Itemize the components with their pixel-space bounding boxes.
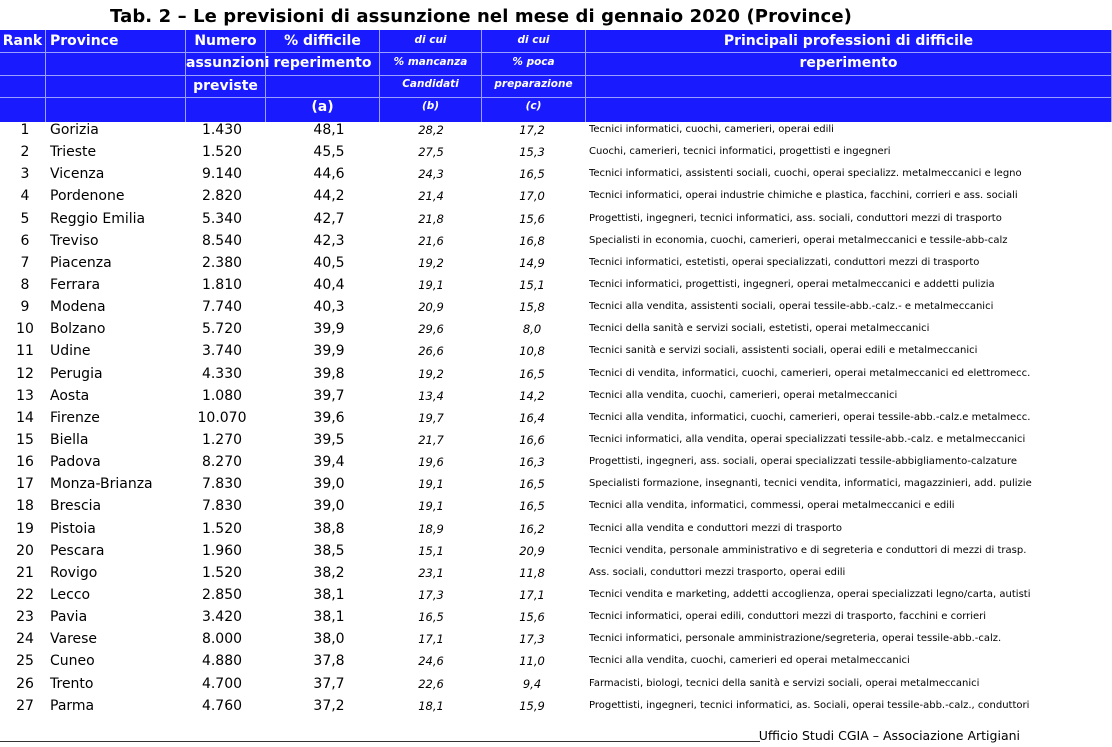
professioni-cell: Ass. sociali, conduttori mezzi trasporto, operai edili [589, 566, 846, 578]
mancanza-cell: 15,1 [418, 543, 444, 558]
header-professioni-line2: reperimento [799, 55, 898, 71]
rank-cell: 20 [16, 542, 34, 559]
preparazione-cell: 16,5 [519, 477, 545, 492]
rank-cell: 21 [16, 564, 34, 581]
assunzioni-cell: 1.430 [201, 122, 243, 138]
province-cell: Vicenza [50, 166, 105, 183]
preparazione-cell: 14,9 [519, 255, 545, 270]
difficile-cell: 44,2 [313, 188, 345, 205]
assunzioni-cell: 1.520 [201, 520, 243, 537]
preparazione-cell: 15,6 [519, 211, 545, 226]
rank-cell: 12 [16, 365, 34, 382]
preparazione-cell: 16,3 [519, 455, 545, 470]
header-preparazione-line2: % poca [512, 56, 555, 68]
preparazione-cell: 20,9 [519, 543, 545, 558]
table-row [0, 318, 1112, 340]
rank-cell: 9 [20, 299, 30, 316]
mancanza-cell: 19,6 [418, 455, 444, 470]
province-cell: Piacenza [50, 254, 112, 271]
rank-cell: 14 [16, 409, 34, 426]
preparazione-cell: 16,6 [519, 432, 545, 447]
preparazione-cell: 16,4 [519, 410, 545, 425]
difficile-cell: 39,9 [313, 343, 345, 360]
professioni-cell: Tecnici di vendita, informatici, cuochi, camerieri, operai metalmeccanici ed elettromecc. [589, 367, 1031, 379]
professioni-cell: Tecnici della sanità e servizi sociali, estetisti, operai metalmeccanici [589, 323, 930, 335]
professioni-cell: Tecnici informatici, operai edili, conduttori mezzi di trasporto, facchini e corrieri [589, 611, 987, 623]
header-divider [0, 97, 1112, 98]
assunzioni-cell: 3.740 [201, 343, 243, 360]
preparazione-cell: 10,8 [519, 344, 545, 359]
table-row [0, 208, 1112, 230]
table-row [0, 163, 1112, 185]
mancanza-cell: 28,2 [418, 123, 444, 137]
table-row [0, 540, 1112, 562]
assunzioni-cell: 7.830 [201, 498, 243, 515]
header-mancanza-line4: (b) [421, 100, 440, 112]
difficile-cell: 48,1 [313, 122, 345, 138]
preparazione-cell: 14,2 [519, 388, 545, 403]
mancanza-cell: 16,5 [418, 610, 444, 625]
province-cell: Cuneo [50, 653, 95, 670]
difficile-cell: 39,4 [313, 454, 345, 471]
assunzioni-cell: 10.070 [197, 409, 247, 426]
professioni-cell: Progettisti, ingegneri, tecnici informatici, ass. sociali, conduttori mezzi di trasporto [589, 212, 1002, 224]
rank-cell: 2 [20, 144, 30, 161]
assunzioni-cell: 5.340 [201, 210, 243, 227]
header-difficile [266, 30, 380, 122]
rank-cell: 1 [20, 122, 30, 138]
mancanza-cell: 24,3 [418, 167, 444, 182]
difficile-cell: 39,6 [313, 409, 345, 426]
difficile-cell: 39,7 [313, 387, 345, 404]
professioni-cell: Tecnici alla vendita, informatici, commessi, operai metalmeccanici e edili [589, 500, 955, 512]
table-row [0, 606, 1112, 628]
header-preparazione-line1: di cui [517, 34, 550, 46]
table-title [0, 6, 1112, 28]
mancanza-cell: 18,1 [418, 698, 444, 713]
table-row [0, 495, 1112, 517]
province-cell: Rovigo [50, 564, 98, 581]
assunzioni-cell: 1.810 [201, 276, 243, 293]
rank-cell: 23 [16, 609, 34, 626]
assunzioni-cell: 4.700 [201, 675, 243, 692]
professioni-cell: Tecnici informatici, progettisti, ingegneri, operai metalmeccanici e addetti pulizia [589, 278, 995, 290]
table-header [0, 30, 1112, 122]
mancanza-cell: 23,1 [418, 565, 444, 580]
table-row [0, 230, 1112, 252]
mancanza-cell: 19,2 [418, 366, 444, 381]
header-divider [0, 52, 1112, 53]
preparazione-cell: 15,6 [519, 610, 545, 625]
province-cell: Varese [50, 631, 98, 648]
professioni-cell: Tecnici alla vendita, cuochi, camerieri, operai metalmeccanici [589, 389, 898, 401]
mancanza-cell: 17,3 [418, 587, 444, 602]
province-cell: Biella [50, 431, 89, 448]
table-row [0, 650, 1112, 672]
professioni-cell: Tecnici informatici, operai industrie chimiche e plastica, facchini, corrieri e ass. sociali [589, 190, 1018, 202]
rank-cell: 16 [16, 454, 34, 471]
rank-cell: 7 [20, 254, 30, 271]
province-cell: Lecco [50, 586, 91, 603]
mancanza-cell: 27,5 [418, 145, 444, 160]
professioni-cell: Farmacisti, biologi, tecnici della sanità e servizi sociali, operai metalmeccanici [589, 677, 980, 689]
mancanza-cell: 20,9 [418, 300, 444, 315]
rank-cell: 25 [16, 653, 34, 670]
rank-cell: 13 [16, 387, 34, 404]
difficile-cell: 38,1 [313, 609, 345, 626]
rank-cell: 10 [16, 321, 34, 338]
mancanza-cell: 22,6 [418, 676, 444, 691]
difficile-cell: 38,1 [313, 586, 345, 603]
mancanza-cell: 19,1 [418, 499, 444, 514]
rank-cell: 6 [20, 232, 30, 249]
table-row [0, 473, 1112, 495]
rank-cell: 4 [20, 188, 30, 205]
rank-cell: 5 [20, 210, 30, 227]
professioni-cell: Cuochi, camerieri, tecnici informatici, progettisti e ingegneri [589, 146, 891, 158]
table-row [0, 584, 1112, 606]
table-row [0, 296, 1112, 318]
preparazione-cell: 17,2 [519, 123, 545, 137]
difficile-cell: 37,2 [313, 697, 345, 714]
professioni-cell: Tecnici vendita, personale amministrativo e di segreteria e conduttori di mezzi di trasp. [589, 544, 1027, 556]
professioni-cell: Progettisti, ingegneri, tecnici informatici, as. Sociali, operai tessile-abb.-calz., conduttori [589, 699, 1030, 711]
assunzioni-cell: 5.720 [201, 321, 243, 338]
mancanza-cell: 29,6 [418, 322, 444, 337]
assunzioni-cell: 8.540 [201, 232, 243, 249]
difficile-cell: 38,2 [313, 564, 345, 581]
professioni-cell: Progettisti, ingegneri, ass. sociali, operai specializzati tessile-abbigliamento-calzature [589, 456, 1018, 468]
province-cell: Pavia [50, 609, 88, 626]
header-province-label: Province [50, 33, 119, 49]
preparazione-cell: 11,0 [519, 654, 545, 669]
mancanza-cell: 21,8 [418, 211, 444, 226]
mancanza-cell: 21,6 [418, 233, 444, 248]
professioni-cell: Tecnici informatici, estetisti, operai specializzati, conduttori mezzi di trasporto [589, 256, 980, 268]
province-cell: Gorizia [50, 122, 99, 138]
rank-cell: 11 [16, 343, 34, 360]
header-mancanza-line3: Candidati [402, 78, 459, 90]
difficile-cell: 39,9 [313, 321, 345, 338]
difficile-cell: 39,8 [313, 365, 345, 382]
assunzioni-cell: 4.330 [201, 365, 243, 382]
assunzioni-cell: 3.420 [201, 609, 243, 626]
difficile-cell: 39,5 [313, 431, 345, 448]
province-cell: Ferrara [50, 276, 101, 293]
table-title-text: Tab. 2 – Le previsioni di assunzione nel mese di gennaio 2020 (Province) [110, 6, 852, 27]
table-row [0, 274, 1112, 296]
footer-credit: Ufficio Studi CGIA – Associazione Artigiani [758, 728, 1020, 743]
header-difficile-line2: reperimento [273, 55, 372, 71]
assunzioni-cell: 2.850 [201, 586, 243, 603]
table-row [0, 407, 1112, 429]
preparazione-cell: 15,3 [519, 145, 545, 160]
assunzioni-cell: 1.520 [201, 144, 243, 161]
professioni-cell: Tecnici alla vendita, assistenti sociali, operai tessile-abb.-calz.- e metalmeccanici [589, 301, 994, 313]
province-cell: Pescara [50, 542, 105, 559]
preparazione-cell: 8,0 [522, 322, 542, 337]
professioni-cell: Tecnici alla vendita, cuochi, camerieri ed operai metalmeccanici [589, 655, 910, 667]
province-cell: Pordenone [50, 188, 125, 205]
header-mancanza-line2: % mancanza [393, 56, 468, 68]
professioni-cell: Tecnici alla vendita, informatici, cuochi, camerieri, operai tessile-abb.-calz.e metalmecc. [589, 411, 1031, 423]
professioni-cell: Tecnici informatici, cuochi, camerieri, operai edili [589, 124, 834, 135]
header-mancanza-line1: di cui [414, 34, 447, 46]
mancanza-cell: 13,4 [418, 388, 444, 403]
professioni-cell: Tecnici sanità e servizi sociali, assistenti sociali, operai edili e metalmeccanici [589, 345, 978, 357]
preparazione-cell: 16,2 [519, 521, 545, 536]
preparazione-cell: 11,8 [519, 565, 545, 580]
professioni-cell: Tecnici informatici, personale amministrazione/segreteria, operai tessile-abb.-calz. [589, 633, 1002, 645]
province-cell: Perugia [50, 365, 103, 382]
header-numero-line3: previste [193, 78, 258, 94]
province-cell: Monza-Brianza [50, 476, 153, 493]
province-cell: Aosta [50, 387, 90, 404]
table-row [0, 340, 1112, 362]
difficile-cell: 37,8 [313, 653, 345, 670]
difficile-cell: 40,3 [313, 299, 345, 316]
province-cell: Udine [50, 343, 91, 360]
rank-cell: 26 [16, 675, 34, 692]
province-cell: Firenze [50, 409, 100, 426]
assunzioni-cell: 1.270 [201, 431, 243, 448]
table-row [0, 562, 1112, 584]
mancanza-cell: 19,1 [418, 477, 444, 492]
preparazione-cell: 16,5 [519, 167, 545, 182]
professioni-cell: Specialisti formazione, insegnanti, tecnici vendita, informatici, magazzinieri, add. pulizie [589, 478, 1032, 490]
professioni-cell: Specialisti in economia, cuochi, camerieri, operai metalmeccanici e tessile-abb-calz [589, 234, 1008, 246]
header-numero-line2: assunzioni [186, 55, 270, 71]
professioni-cell: Tecnici vendita e marketing, addetti accoglienza, operai specializzati legno/carta, autisti [589, 588, 1031, 600]
header-professioni-line1: Principali professioni di difficile [723, 33, 974, 49]
difficile-cell: 44,6 [313, 166, 345, 183]
rank-cell: 17 [16, 476, 34, 493]
mancanza-cell: 21,7 [418, 432, 444, 447]
professioni-cell: Tecnici alla vendita e conduttori mezzi di trasporto [589, 522, 843, 534]
header-divider [0, 75, 1112, 76]
header-professioni [586, 30, 1112, 122]
table-row [0, 185, 1112, 207]
header-difficile-line3: (a) [311, 99, 334, 115]
mancanza-cell: 26,6 [418, 344, 444, 359]
difficile-cell: 39,0 [313, 476, 345, 493]
province-cell: Treviso [50, 232, 99, 249]
assunzioni-cell: 7.740 [201, 299, 243, 316]
assunzioni-cell: 8.000 [201, 631, 243, 648]
professioni-cell: Tecnici informatici, alla vendita, operai specializzati tessile-abb.-calz. e metalmeccanici [589, 433, 1026, 445]
assunzioni-cell: 9.140 [201, 166, 243, 183]
table-row [0, 141, 1112, 163]
preparazione-cell: 15,1 [519, 277, 545, 292]
province-cell: Bolzano [50, 321, 106, 338]
province-cell: Parma [50, 697, 95, 714]
mancanza-cell: 17,1 [418, 632, 444, 647]
table-row [0, 695, 1112, 717]
table-row [0, 518, 1112, 540]
assunzioni-cell: 4.880 [201, 653, 243, 670]
table-row [0, 451, 1112, 473]
table-row [0, 385, 1112, 407]
province-cell: Brescia [50, 498, 102, 515]
province-cell: Padova [50, 454, 101, 471]
difficile-cell: 39,0 [313, 498, 345, 515]
header-preparazione [482, 30, 586, 122]
mancanza-cell: 18,9 [418, 521, 444, 536]
preparazione-cell: 16,5 [519, 499, 545, 514]
mancanza-cell: 21,4 [418, 189, 444, 204]
mancanza-cell: 19,1 [418, 277, 444, 292]
header-rank [0, 30, 46, 122]
preparazione-cell: 16,8 [519, 233, 545, 248]
table-row [0, 252, 1112, 274]
province-cell: Reggio Emilia [50, 210, 146, 227]
province-cell: Pistoia [50, 520, 96, 537]
assunzioni-cell: 2.820 [201, 188, 243, 205]
assunzioni-cell: 8.270 [201, 454, 243, 471]
table-row [0, 363, 1112, 385]
preparazione-cell: 17,0 [519, 189, 545, 204]
rank-cell: 22 [16, 586, 34, 603]
rank-cell: 3 [20, 166, 30, 183]
table-row [0, 673, 1112, 695]
table-row [0, 119, 1112, 141]
difficile-cell: 37,7 [313, 675, 345, 692]
province-cell: Trieste [50, 144, 97, 161]
preparazione-cell: 9,4 [522, 676, 542, 691]
rank-cell: 19 [16, 520, 34, 537]
rank-cell: 18 [16, 498, 34, 515]
assunzioni-cell: 2.380 [201, 254, 243, 271]
rank-cell: 8 [20, 276, 30, 293]
header-preparazione-line3: preparazione [494, 78, 573, 90]
difficile-cell: 42,3 [313, 232, 345, 249]
difficile-cell: 45,5 [313, 144, 345, 161]
province-cell: Modena [50, 299, 106, 316]
mancanza-cell: 19,2 [418, 255, 444, 270]
preparazione-cell: 16,5 [519, 366, 545, 381]
assunzioni-cell: 7.830 [201, 476, 243, 493]
difficile-cell: 40,4 [313, 276, 345, 293]
difficile-cell: 38,8 [313, 520, 345, 537]
header-difficile-line1: % difficile [284, 33, 361, 49]
preparazione-cell: 15,8 [519, 300, 545, 315]
footer-rule [0, 741, 760, 742]
header-numero-line1: Numero [194, 33, 257, 49]
mancanza-cell: 19,7 [418, 410, 444, 425]
difficile-cell: 38,5 [313, 542, 345, 559]
header-preparazione-line4: (c) [525, 100, 542, 112]
assunzioni-cell: 4.760 [201, 697, 243, 714]
assunzioni-cell: 1.520 [201, 564, 243, 581]
province-cell: Trento [50, 675, 94, 692]
table-row [0, 429, 1112, 451]
assunzioni-cell: 1.960 [201, 542, 243, 559]
rank-cell: 27 [16, 697, 34, 714]
header-rank-label: Rank [2, 33, 43, 49]
difficile-cell: 40,5 [313, 254, 345, 271]
header-mancanza [380, 30, 482, 122]
professioni-cell: Tecnici informatici, assistenti sociali, cuochi, operai specializz. metalmeccanici e legno [589, 168, 1022, 180]
difficile-cell: 38,0 [313, 631, 345, 648]
header-province [46, 30, 186, 122]
rank-cell: 15 [16, 431, 34, 448]
assunzioni-cell: 1.080 [201, 387, 243, 404]
rank-cell: 24 [16, 631, 34, 648]
preparazione-cell: 17,1 [519, 587, 545, 602]
preparazione-cell: 17,3 [519, 632, 545, 647]
preparazione-cell: 15,9 [519, 698, 545, 713]
mancanza-cell: 24,6 [418, 654, 444, 669]
table-row [0, 628, 1112, 650]
header-numero [186, 30, 270, 122]
difficile-cell: 42,7 [313, 210, 345, 227]
